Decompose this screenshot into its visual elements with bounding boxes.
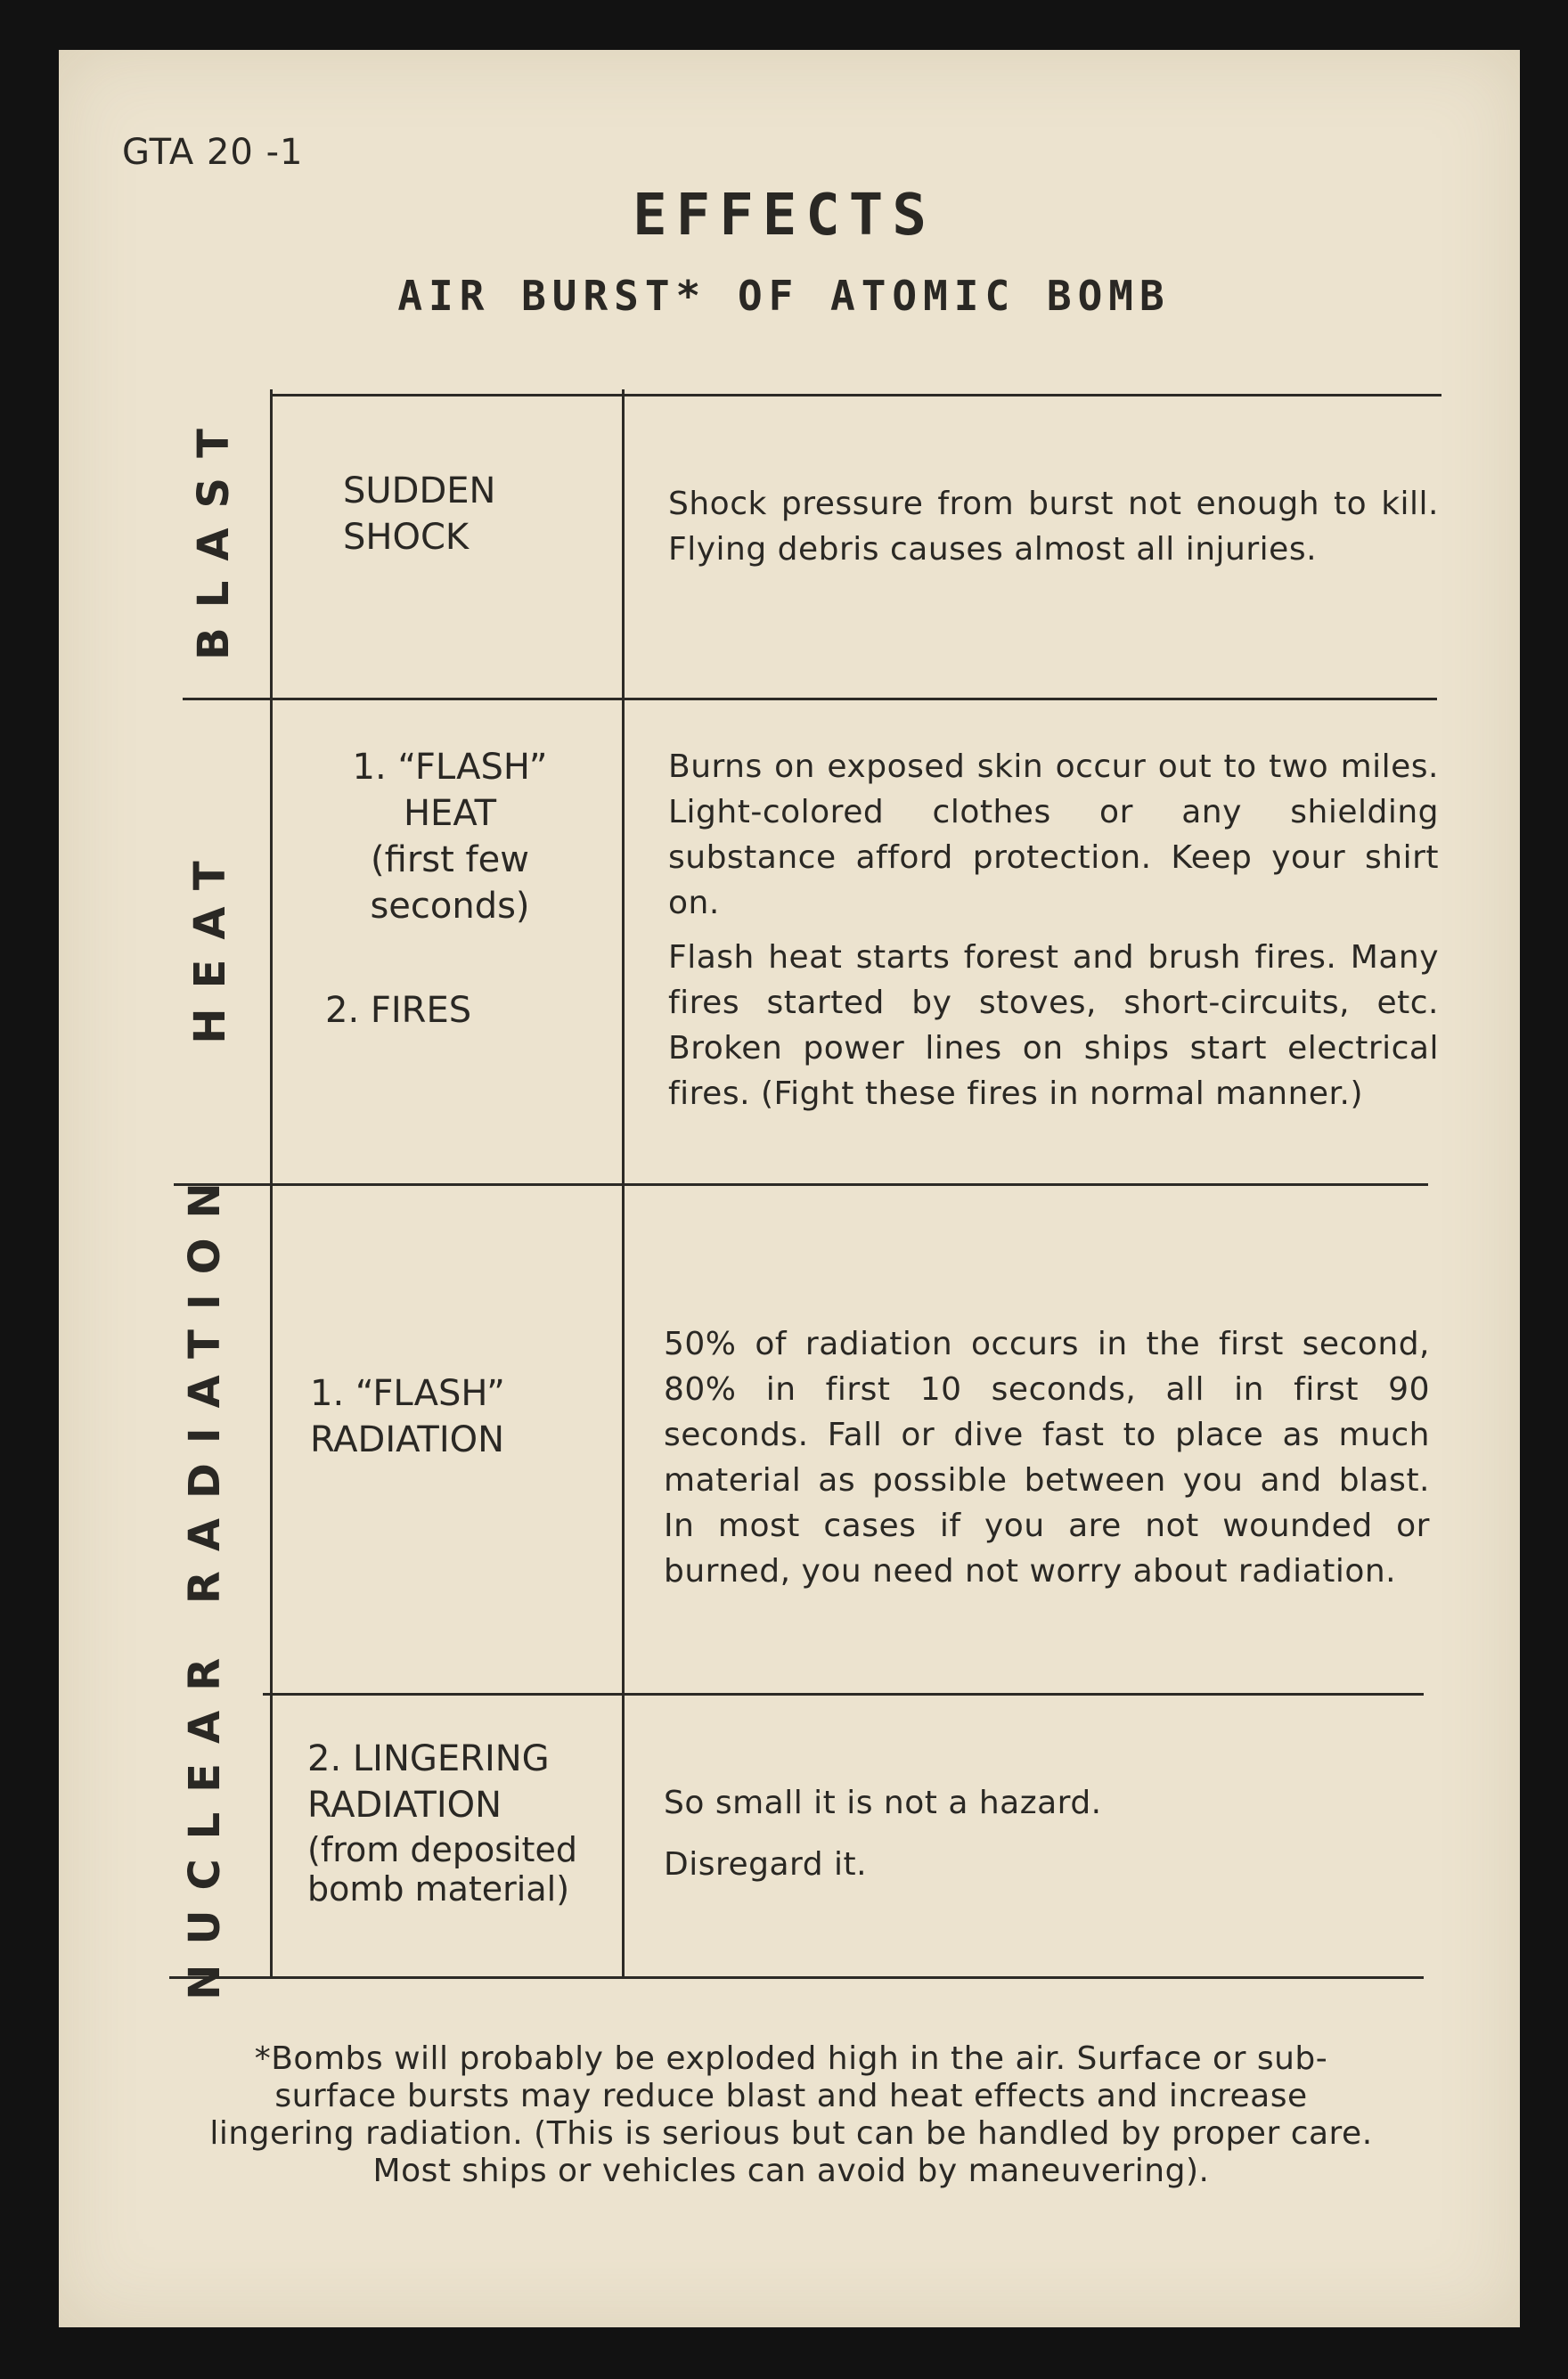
heat-description-2: Flash heat starts forest and brush fires. Many fires started by stoves, short-circuits, etc. Broken power lines on ships start electrical fires. (Fight these fires in normal manner.) [668, 939, 1439, 1112]
radiation-flash-line-2: RADIATION [310, 1419, 505, 1460]
heat-description [668, 744, 1439, 1125]
card-background [59, 50, 1520, 2327]
column-divider-1 [270, 389, 273, 1978]
lingering-line-4: bomb material) [307, 1869, 570, 1909]
heat-label-text: HEAT [185, 841, 235, 1044]
footnote: *Bombs will probably be exploded high in the air. Surface or sub-surface bursts may reduce blast and heat effects and increase lingering radiation. (This is serious but can be handled by proper care. Most ships or vehicles can avoid by maneuvering). [209, 2040, 1373, 2189]
heat-flash-line-1: 1. “FLASH” [352, 747, 548, 788]
heat-radiation-divider [174, 1183, 1428, 1186]
column-divider-2 [622, 389, 625, 1978]
lingering-line-1: 2. LINGERING [307, 1738, 550, 1779]
blast-label-text: BLAST [189, 409, 239, 660]
page-subtitle: AIR BURST* OF ATOMIC BOMB [397, 272, 1171, 320]
heat-fires-item: 2. FIRES [325, 990, 472, 1031]
heat-flash-item [294, 744, 606, 929]
lingering-description-1: So small it is not a hazard. [664, 1785, 1102, 1821]
lingering-description-2: Disregard it. [664, 1846, 868, 1883]
radiation-lingering-description [664, 1780, 1430, 1896]
lingering-line-2: RADIATION [307, 1785, 502, 1826]
radiation-flash-item [310, 1370, 505, 1463]
form-code: GTA 20 -1 [122, 132, 304, 173]
blast-description-text: Shock pressure from burst not enough to kill. Flying debris causes almost all injuries. [668, 486, 1439, 568]
page-title: EFFECTS [633, 183, 935, 249]
blast-description [668, 481, 1439, 581]
blast-item-line-1: SUDDEN [343, 470, 496, 511]
heat-flash-line-2: HEAT [403, 793, 497, 834]
blast-item-line-2: SHOCK [343, 517, 470, 558]
blast-heat-divider [183, 698, 1437, 700]
radiation-flash-description-text: 50% of radiation occurs in the first second, 80% in first 10 seconds, all in first 90 seconds. Fall or dive fast to place as much material as possible between you and blast. In most cases if you are not wounded or burned, you need not worry about radiation. [664, 1326, 1430, 1590]
heat-flash-line-3: (first few seconds) [370, 839, 530, 927]
radiation-flash-description [664, 1321, 1430, 1603]
radiation-lingering-item [307, 1736, 577, 1909]
blast-item [343, 468, 495, 560]
radiation-flash-line-1: 1. “FLASH” [310, 1373, 505, 1414]
nuclear-label-text: NUCLEAR RADIATION [180, 1163, 230, 2000]
table-bottom-rule [169, 1976, 1424, 1979]
radiation-row-divider [263, 1693, 1424, 1696]
heat-description-1: Burns on exposed skin occur out to two miles. Light-colored clothes or any shielding substance afford protection. Keep your shirt on. [668, 748, 1439, 921]
lingering-line-3: (from deposited [307, 1830, 577, 1869]
table-top-rule [272, 394, 1441, 396]
